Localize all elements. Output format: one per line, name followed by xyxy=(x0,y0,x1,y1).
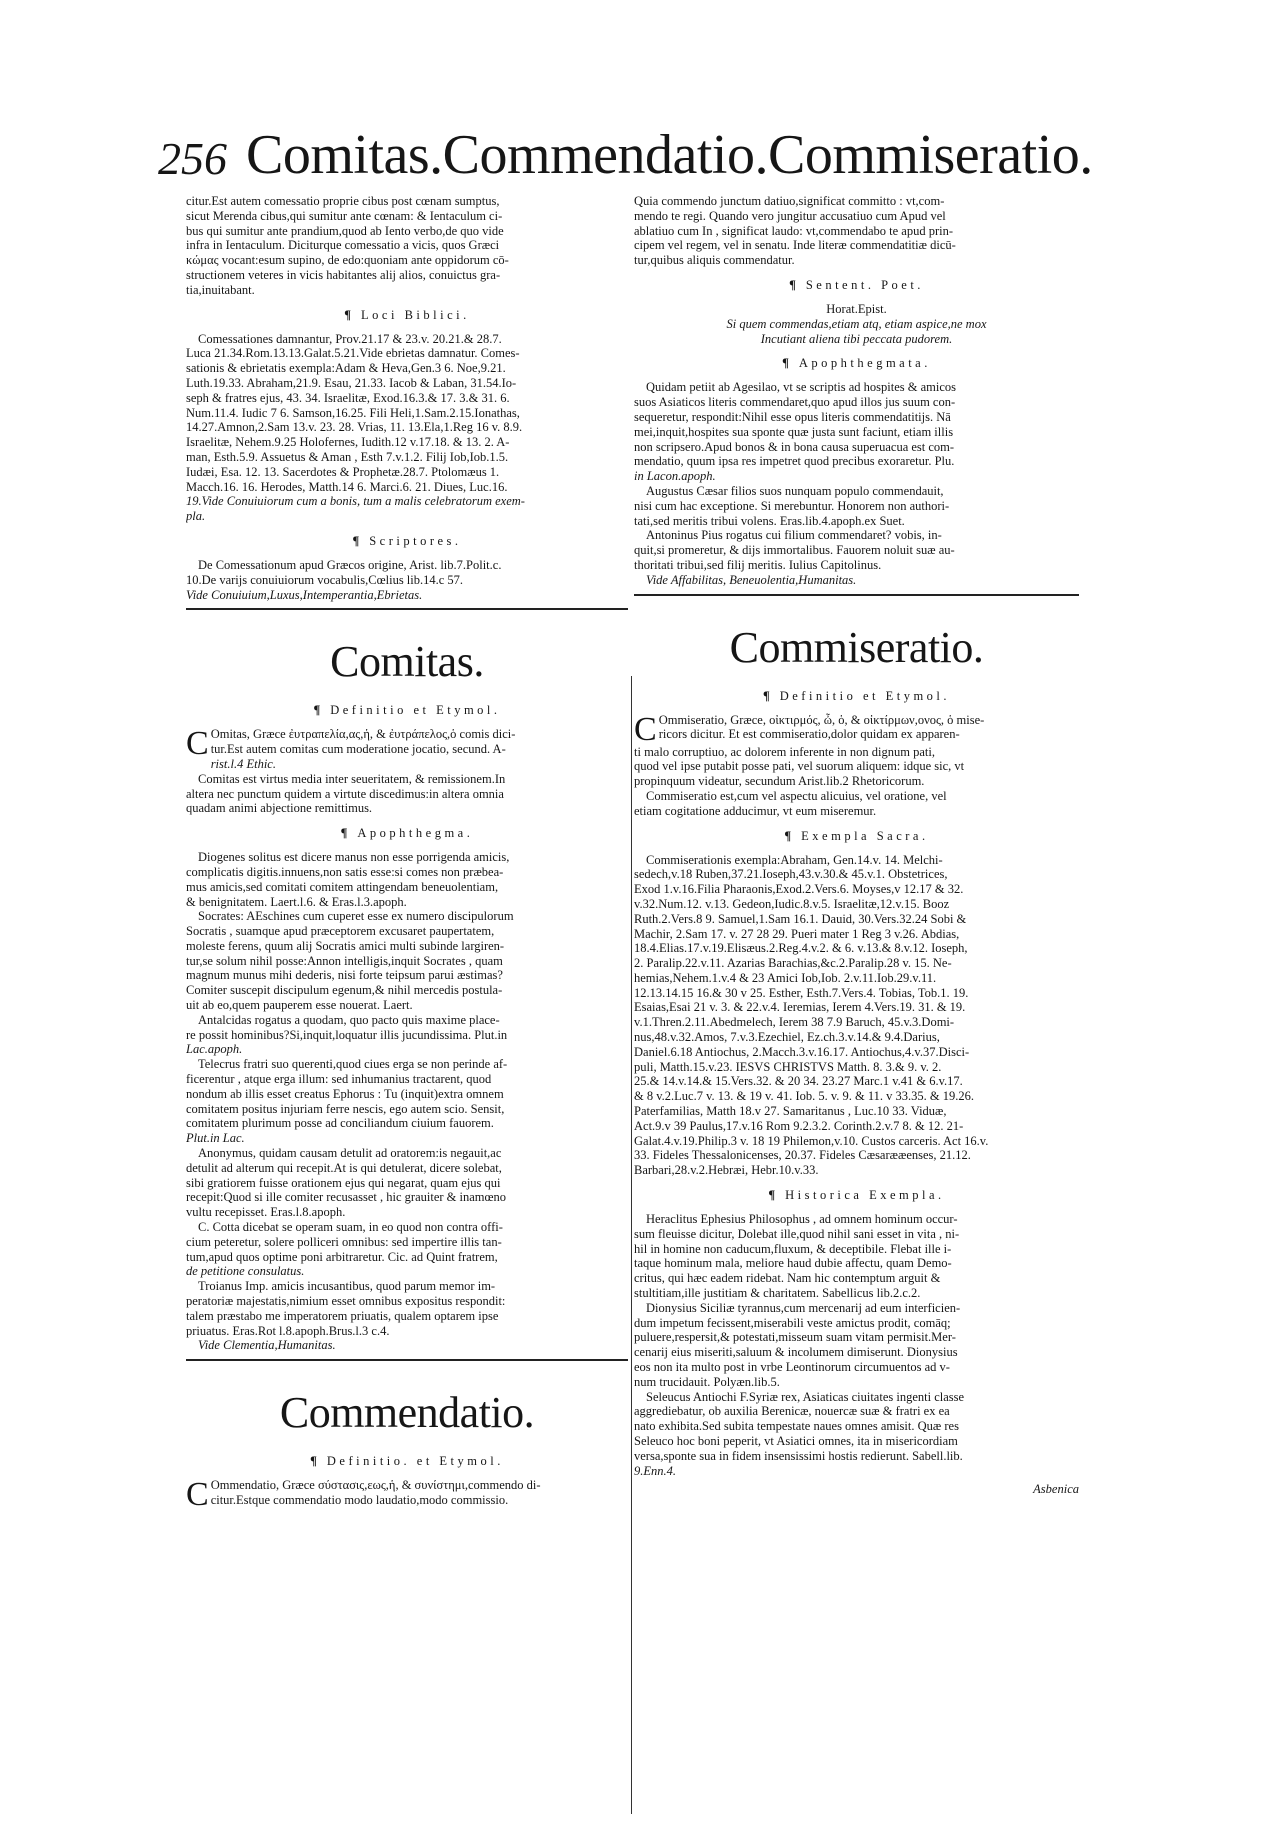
text-line: cenarij eius miseriti,saluum & incolumem dimiserunt. Dionysius xyxy=(634,1345,958,1360)
text-line: stultitiam,ille justitiam & charitatem. Sabellicus lib.2.c.2. xyxy=(634,1286,921,1301)
heading-text: Scriptores. xyxy=(369,533,462,548)
text-line: comitatem positus injuriam ferre nescis, ego autem scio. Sensit, xyxy=(186,1101,505,1116)
page-header xyxy=(158,124,1158,198)
pilcrow-icon: ¶ xyxy=(313,703,321,718)
text-line: tur.Est autem comitas cum moderatione jocatio, secund. A- xyxy=(210,742,506,757)
text-line: tur,se solum nihil posse:Annon intelligis,inquit Socrates , quam xyxy=(186,953,503,968)
text-line: Diogenes solitus est dicere manus non esse porrigenda amicis, xyxy=(198,850,510,865)
text-line: tati,sed meritis tribui volens. Eras.lib.4.apoph.ex Suet. xyxy=(634,513,905,528)
commendatio-intro xyxy=(634,194,1079,268)
text-line: tur,quibus aliquis commendatur. xyxy=(634,253,795,268)
pilcrow-icon: ¶ xyxy=(784,828,792,843)
section-heading-apophthegmata xyxy=(634,355,1079,371)
text-line: Dionysius Siciliæ tyrannus,cum mercenarij ad eum interficien- xyxy=(646,1300,961,1315)
text-line: Luca 21.34.Rom.13.13.Galat.5.21.Vide ebrietas damnatur. Comes- xyxy=(186,346,520,361)
text-line: num trucidauit. Polyæn.lib.5. xyxy=(634,1374,780,1389)
text-line: vultu recepisset. Eras.l.8.apoph. xyxy=(186,1205,346,1220)
comitas-title: Comitas. xyxy=(330,637,484,687)
text-line: moleste ferens, quum alij Socratis amici multi subinde largiren- xyxy=(186,938,505,953)
text-line: ricors dicitur. Et est commiseratio,dolor quidam ex apparen- xyxy=(658,727,960,742)
text-line: comitatem plurimum posse ad conciliandum ciuium fauorem. xyxy=(186,1116,494,1131)
text-line: 19.Vide Conuiuiorum cum a bonis, tum a malis celebratorum exem- xyxy=(186,494,525,509)
drop-cap: C xyxy=(186,725,209,763)
text-line: Quia commendo junctum datiuo,significat committo : vt,com- xyxy=(634,194,945,208)
text-line: tia,inuitabant. xyxy=(186,282,255,297)
text-line: citur.Estque commendatio modo laudatio,modo commissio. xyxy=(210,1493,509,1507)
section-heading-loci xyxy=(186,307,628,323)
text-line: nus,48.v.32.Amos, 7.v.3.Ezechiel, Ez.ch.3.v.14.& 9.4.Darius, xyxy=(634,1030,940,1045)
text-line: mendatio, quum ipsa res impetret quod precibus exoraretur. Plu. xyxy=(634,454,955,469)
text-line: uit ab eo,quem pauperem esse nouerat. Laert. xyxy=(186,998,413,1013)
section-heading-apophthegma xyxy=(186,825,628,841)
text-line: de petitione consulatus. xyxy=(186,1264,305,1279)
scriptores xyxy=(186,558,628,602)
text-line: tum,apud quos optime poni arbitraretur. Cic. ad Quint fratrem, xyxy=(186,1249,498,1264)
text-line: priuatus. Eras.Rot l.8.apoph.Brus.l.3 c.4. xyxy=(186,1323,390,1338)
text-line: Luth.19.33. Abraham,21.9. Esau, 21.33. Iacob & Laban, 31.54.Io- xyxy=(186,375,517,390)
section-rule xyxy=(186,1359,628,1361)
text-line: 14.27.Amnon,2.Sam 13.v. 23. 28. Vrias, 11. 13.Ela,1.Reg 16 v. 8.9. xyxy=(186,420,523,435)
text-line: propinquum videatur, secundum Arist.lib.2 Rhetoricorum. xyxy=(634,774,925,789)
text-line: 25.& 14.v.14.& 15.Vers.32. & 20 34. 23.27 Marc.1 v.41 & 6.v.17. xyxy=(634,1074,963,1089)
section-heading-historica xyxy=(634,1187,1079,1203)
text-line: Quidam petiit ab Agesilao, vt se scriptis ad hospites & amicos xyxy=(646,380,957,395)
verse-line: Si quem commendas,etiam atq, etiam aspice,ne mox xyxy=(726,316,987,331)
text-line: sedech,v.18 Ruben,37.21.Ioseph,43.v.30.& 45.v.1. Obstetrices, xyxy=(634,867,948,882)
text-line: man, Esth.5.9. Assuetus & Aman , Esth 7.v.1.2. Filij Iob,Iob.1.5. xyxy=(186,449,509,464)
text-line: thoritati tribui,sed filij meritis. Iulius Capitolinus. xyxy=(634,557,882,572)
text-line: Commiseratio est,cum vel aspectu alicuius, vel oratione, vel xyxy=(646,788,947,803)
text-line: Ruth.2.Vers.8 9. Samuel,1.Sam 16.1. Dauid, 30.Vers.32.24 Sobi & xyxy=(634,911,967,926)
heading-text: Definitio et Etymol. xyxy=(330,703,501,718)
commiseratio-definitio xyxy=(634,710,1079,819)
apophthegmata xyxy=(634,380,1079,587)
text-line: taque hominum mala, meliore haud dubie affectu, quam Demo- xyxy=(634,1256,952,1271)
text-line: detulit ad alterum qui recepit.At is qui detulerat, dicere solebat, xyxy=(186,1160,502,1175)
text-line: ablatiuo cum In , significat laudo: vt,commendabo te apud prin- xyxy=(634,223,954,238)
text-line: hil in homine non caducum,fluxum, & deceptibile. Flebat ille i- xyxy=(634,1241,952,1256)
text-line: Macch.16. 16. Herodes, Matth.14 6. Marci.6. 21. Diues, Luc.16. xyxy=(186,479,508,494)
text-line: versa,sponte sua in fidem insensissimi hostis redierunt. Sabell.lib. xyxy=(634,1448,963,1463)
text-line: & 8 v.2.Luc.7 v. 13. & 19 v. 41. Iob. 5. v. 9. & 11. v 33.35. & 19.26. xyxy=(634,1089,975,1104)
pilcrow-icon: ¶ xyxy=(344,307,352,322)
cross-reference: Vide Clementia,Humanitas. xyxy=(198,1338,336,1353)
drop-cap: C xyxy=(186,1476,209,1514)
text-line: De Comessationum apud Græcos origine, Arist. lib.7.Polit.c. xyxy=(198,557,502,572)
page-number: 256 xyxy=(158,133,227,184)
text-line: Act.9.v 39 Paulus,17.v.16 Rom 9.2.3.2. Corinth.2.v.7 8. & 12. 21- xyxy=(634,1118,964,1133)
text-line: Augustus Cæsar filios suos nunquam populo commendauit, xyxy=(646,483,944,498)
text-line: complicatis digitis.innuens,non satis esse:si comes non præbea- xyxy=(186,864,504,879)
text-line: altera nec punctum quidem a virtute discedimus:in altera omnia xyxy=(186,786,504,801)
text-line: sationis & ebrietatis exempla:Adam & Heva,Gen.3 6. Noe,9.21. xyxy=(186,361,506,376)
heading-text: Definitio et Etymol. xyxy=(779,688,951,703)
text-line: Omitas, Græce ἐυτραπελία,ας,ἡ, & ἐυτράπελος,ὁ comis dici- xyxy=(210,727,516,742)
text-line: citur.Est autem comessatio proprie cibus post cœnam sumptus, xyxy=(186,194,500,208)
loci-biblici xyxy=(186,332,628,524)
text-line: Barbari,28.v.2.Hebræi, Hebr.10.v.33. xyxy=(634,1163,819,1178)
section-heading-definitio xyxy=(634,688,1079,704)
text-line: Telecrus fratri suo querenti,quod ciues erga se non perinde af- xyxy=(198,1057,508,1072)
heading-text: Exempla Sacra. xyxy=(801,828,929,843)
section-heading-sententiae xyxy=(634,277,1079,293)
section-heading-definitio xyxy=(186,702,628,718)
text-line: Socratis , suamque apud præceptorem excusaret paupertatem, xyxy=(186,924,495,939)
section-heading-exempla-sacra xyxy=(634,828,1079,844)
text-line: Iudæi, Esa. 12. 13. Sacerdotes & Prophetæ.28.7. Ptolomæus 1. xyxy=(186,464,500,479)
commendatio-title: Commendatio. xyxy=(279,1388,535,1438)
drop-cap: C xyxy=(634,710,657,748)
text-line: Seleuco hoc boni peperit, vt Asiatici omnes, ita in misericordiam xyxy=(634,1434,958,1448)
text-line: talem præstabo me imperatorem priuatis, qualem optarem ipse xyxy=(186,1308,499,1323)
text-line: Plut.in Lac. xyxy=(186,1131,245,1146)
text-line: etiam cogitatione adducimur, vt eum miseremur. xyxy=(634,803,877,818)
text-line: mendo te regi. Quando vero jungitur accusatiuo cum Apud vel xyxy=(634,208,946,223)
text-line: puli, Matth.15.v.23. IESVS CHRISTVS Matth. 8. 3.& 9. v. 2. xyxy=(634,1059,942,1074)
text-line: Ommendatio, Græce σύστασις,εως,ἡ, & συνίστημι,commendo di- xyxy=(210,1478,541,1493)
text-line: Comitas est virtus media inter seueritatem, & remissionem.In xyxy=(198,771,506,786)
text-line: infra in Ientaculum. Diciturque comessatio a vicis, quos Græci xyxy=(186,238,500,253)
column-divider xyxy=(631,676,632,1814)
text-line: Paterfamilias, Matth 18.v 27. Samaritanus , Luc.10 33. Viduæ, xyxy=(634,1104,947,1119)
section-heading-definitio xyxy=(186,1453,628,1469)
text-line: in Lacon.apoph. xyxy=(634,469,716,484)
text-line: Antoninus Pius rogatus cui filium commendaret? vobis, in- xyxy=(646,528,942,543)
catchword: Asbenica xyxy=(1033,1482,1079,1497)
commiseratio-title: Commiseratio. xyxy=(729,622,984,672)
text-line: Socrates: AEschines cum cuperet esse ex numero discipulorum xyxy=(198,909,514,924)
text-line: sequeretur, respondit:Nihil esse opus literis commendatitijs. Nā xyxy=(634,409,951,424)
exempla-sacra xyxy=(634,853,1079,1179)
text-line: aggrediebatur, ob auxilia Berenicæ, nouercæ suæ & fratri ex ea xyxy=(634,1404,950,1419)
text-line: sicut Merenda cibus,qui sumitur ante cœnam: & Ientaculum ci- xyxy=(186,208,503,223)
text-line: recepit:Quod si ille comiter recusasset , hic grauiter & inamœno xyxy=(186,1190,507,1205)
text-line: Troianus Imp. amicis incusantibus, quod parum memor im- xyxy=(198,1279,496,1294)
text-line: Lac.apoph. xyxy=(186,1042,243,1057)
text-line: Seleucus Antiochi F.Syriæ rex, Asiaticas ciuitates ingenti classe xyxy=(646,1389,965,1404)
pilcrow-icon: ¶ xyxy=(762,688,770,703)
comitas-definitio xyxy=(186,727,628,816)
running-title: Comitas.Commendatio.Commiseratio. xyxy=(246,124,1093,186)
heading-text: Sentent. Poet. xyxy=(805,277,924,292)
text-line: ti malo corruptiuo, ac dolorem inferente in non dignum pati, xyxy=(634,744,935,759)
heading-text: Definitio. et Etymol. xyxy=(326,1454,504,1469)
text-line: mus amicis,sed comitati comitem attingendam beneuolentiam, xyxy=(186,879,499,894)
text-line: 33. Fideles Thessalonicenses, 20.37. Fideles Cæsarææenses, 21.12. xyxy=(634,1148,971,1163)
text-line: Anonymus, quidam causam detulit ad oratorem:is negauit,ac xyxy=(198,1146,502,1161)
text-line: Commiserationis exempla:Abraham, Gen.14.v. 14. Melchi- xyxy=(646,852,943,867)
text-line: Ommiseratio, Græce, οἰκτιρμός, ὦ, ὁ, & οἰκτίρμων,ονος, ὁ mise- xyxy=(658,712,985,727)
text-line: Heraclitus Ephesius Philosophus , ad omnem hominum occur- xyxy=(646,1212,958,1227)
cross-reference: Vide Conuiuium,Luxus,Intemperantia,Ebrietas. xyxy=(186,587,423,602)
text-line: non scripsero.Apud bonos & in bona causa superuacua est com- xyxy=(634,439,955,454)
section-rule xyxy=(634,594,1079,596)
text-line: v.1.Thren.2.11.Abedmelech, Ierem 38 7.9 Baruch, 45.v.3.Domi- xyxy=(634,1015,955,1030)
text-line: Esaias,Esai 21 v. 3. & 22.v.4. Ieremias, Ierem 4.Vers.19. 31. & 19. xyxy=(634,1000,966,1015)
text-line: Galat.4.v.19.Philip.3 v. 18 19 Philemon,v.10. Custos carceris. Act 16.v. xyxy=(634,1133,989,1148)
pilcrow-icon: ¶ xyxy=(310,1454,317,1469)
text-line: eos non ita multo post in vrbe Leontinorum circumuentos ad v- xyxy=(634,1360,950,1375)
comessatio-intro xyxy=(186,194,628,298)
text-line: re possit hominibus?Si,inquit,loquatur illis jucundissima. Plut.in xyxy=(186,1027,508,1042)
text-line: structionem veteres in vicis habitantes alij alios, conuictus gra- xyxy=(186,267,501,282)
text-line: nondum ab illis esset creatus Ephorus : Tu (inquit)extra omnem xyxy=(186,1086,504,1101)
text-line: quadam animi abjectione remittimus. xyxy=(186,801,373,816)
heading-text: Apophthegmata. xyxy=(798,356,931,371)
text-line: 2. Paralip.22.v.11. Azarias Barachias,&c.2.Paralip.28 v. 15. Ne- xyxy=(634,956,952,971)
text-line: quit,si promeretur, & dijs immortalibus. Fauorem noluit suæ au- xyxy=(634,543,955,558)
text-line: sibi gratiorem fuisse orationem ejus qui negarat, quam ejus qui xyxy=(186,1175,501,1190)
text-line: suos Asiaticos literis commendaret,quo apud illos jus suum con- xyxy=(634,395,956,410)
text-line: seph & fratres ejus, 43. 34. Israelitæ, Exod.16.3.& 17. 3.& 31. 6. xyxy=(186,390,510,405)
pilcrow-icon: ¶ xyxy=(352,533,360,548)
pilcrow-icon: ¶ xyxy=(782,356,789,371)
text-line: 9.Enn.4. xyxy=(634,1463,677,1478)
text-line: pla. xyxy=(186,509,206,524)
section-heading-scriptores xyxy=(186,533,628,549)
text-line: peratoriæ majestatis,nimium esset omnibus expositus respondit: xyxy=(186,1294,506,1309)
text-line: Comessationes damnantur, Prov.21.17 & 23.v. 20.21.& 28.7. xyxy=(198,331,502,346)
text-line: hemias,Nehem.1.v.4 & 23 Amici Iob,Iob. 2.v.11.Iob.29.v.11. xyxy=(634,970,937,985)
text-line: sum fleuisse dicitur, Dolebat ille,quod nihil sani esset in vita , ni- xyxy=(634,1226,960,1241)
pilcrow-icon: ¶ xyxy=(340,826,348,841)
text-line: magnum munus mihi dederis, nisi forte teipsum parui æstimas? xyxy=(186,968,503,983)
text-line: cium peteretur, solere polliceri omnibus: sed impertire illis tan- xyxy=(186,1234,502,1249)
text-line: & benignitatem. Laert.l.6. & Eras.l.3.apoph. xyxy=(186,894,407,909)
left-column xyxy=(186,194,628,1814)
commendatio-definitio xyxy=(186,1476,628,1514)
text-line: C. Cotta dicebat se operam suam, in eo quod non contra offi- xyxy=(198,1220,503,1235)
text-line: ficerentur , atque erga illum: sed inhumanius tractarent, quod xyxy=(186,1072,492,1087)
text-line: Daniel.6.18 Antiochus, 2.Macch.3.v.16.17. Antiochus,4.v.37.Disci- xyxy=(634,1044,970,1059)
text-line: rist.l.4 Ethic. xyxy=(210,756,276,771)
text-line: Antalcidas rogatus a quodam, quo pacto quis maxime place- xyxy=(198,1012,500,1027)
text-line: 18.4.Elias.17.v.19.Elisæus.2.Reg.4.v.2. & 6. v.13.& 8.v.12. Ioseph, xyxy=(634,941,968,956)
text-line: Exod 1.v.16.Filia Pharaonis,Exod.2.Vers.6. Moyses,v 12.17 & 32. xyxy=(634,882,964,897)
historica-exempla xyxy=(634,1212,1079,1478)
verse-line: Incutiant aliena tibi peccata pudorem. xyxy=(760,331,953,346)
text-line: dum impetum fecissent,miserabili veste amictus prodit, comāq; xyxy=(634,1315,951,1330)
text-line: Num.11.4. Iudic 7 6. Samson,16.25. Fili Heli,1.Sam.2.15.Ionathas, xyxy=(186,405,520,420)
text-line: v.32.Num.12. v.13. Gedeon,Iudic.8.v.5. Israelitæ,12.v.15. Booz xyxy=(634,896,950,911)
pilcrow-icon: ¶ xyxy=(768,1188,776,1203)
text-line: puluere,respersit,& potestati,misseum suam vitam permisit.Mer- xyxy=(634,1330,956,1345)
section-rule xyxy=(186,608,628,610)
text-line: Machir, 2.Sam 17. v. 27 28 29. Pueri mater 1 Reg 3 v.26. Abdias, xyxy=(634,926,960,941)
text-line: nisi cum hac exceptione. Si merebuntur. Honorem non authori- xyxy=(634,498,950,513)
text-line: 12.13.14.15 16.& 30 v 25. Esther, Esth.7.Vers.4. Tobias, Tob.1. 19. xyxy=(634,985,969,1000)
text-line: κώμας vocant:esum supino, de edo:quoniam ante oppidorum cō- xyxy=(186,253,509,268)
right-column xyxy=(634,194,1079,1814)
text-line: nato exhibita.Sed subita tempestate naues omnes amisit. Quæ res xyxy=(634,1419,959,1434)
verse-source: Horat.Epist. xyxy=(826,301,887,316)
heading-text: Historica Exempla. xyxy=(785,1188,945,1203)
heading-text: Loci Biblici. xyxy=(361,307,470,322)
heading-text: Apophthegma. xyxy=(357,826,474,841)
text-line: Comiter suscepit discipulum egenum,& nihil mercedis postula- xyxy=(186,983,503,998)
text-line: quod vel ipse putabit posse pati, vel suorum aliquem: idque sic, vt xyxy=(634,759,965,774)
text-line: critus, qui hæc eadem ridebat. Nam hic contemptum arguit & xyxy=(634,1271,941,1286)
cross-reference: Vide Affabilitas, Beneuolentia,Humanitas. xyxy=(646,572,857,587)
text-line: Israelitæ, Nehem.9.25 Holofernes, Iudith.12 v.17.18. & 13. 2. A- xyxy=(186,435,510,450)
pilcrow-icon: ¶ xyxy=(789,277,796,292)
text-line: cipem vel regem, vel in senatu. Inde literæ commendatitiæ dicū- xyxy=(634,238,956,253)
text-line: 10.De varijs conuiuiorum vocabulis,Cœlius lib.14.c 57. xyxy=(186,572,464,587)
apophthegma xyxy=(186,850,628,1353)
text-line: bus qui sumitur ante prandium,quod ab Iento verbo,de quo vide xyxy=(186,223,504,238)
text-line: mei,inquit,hospites sua sponte quæ justa sunt faciunt, etiam illis xyxy=(634,424,954,439)
